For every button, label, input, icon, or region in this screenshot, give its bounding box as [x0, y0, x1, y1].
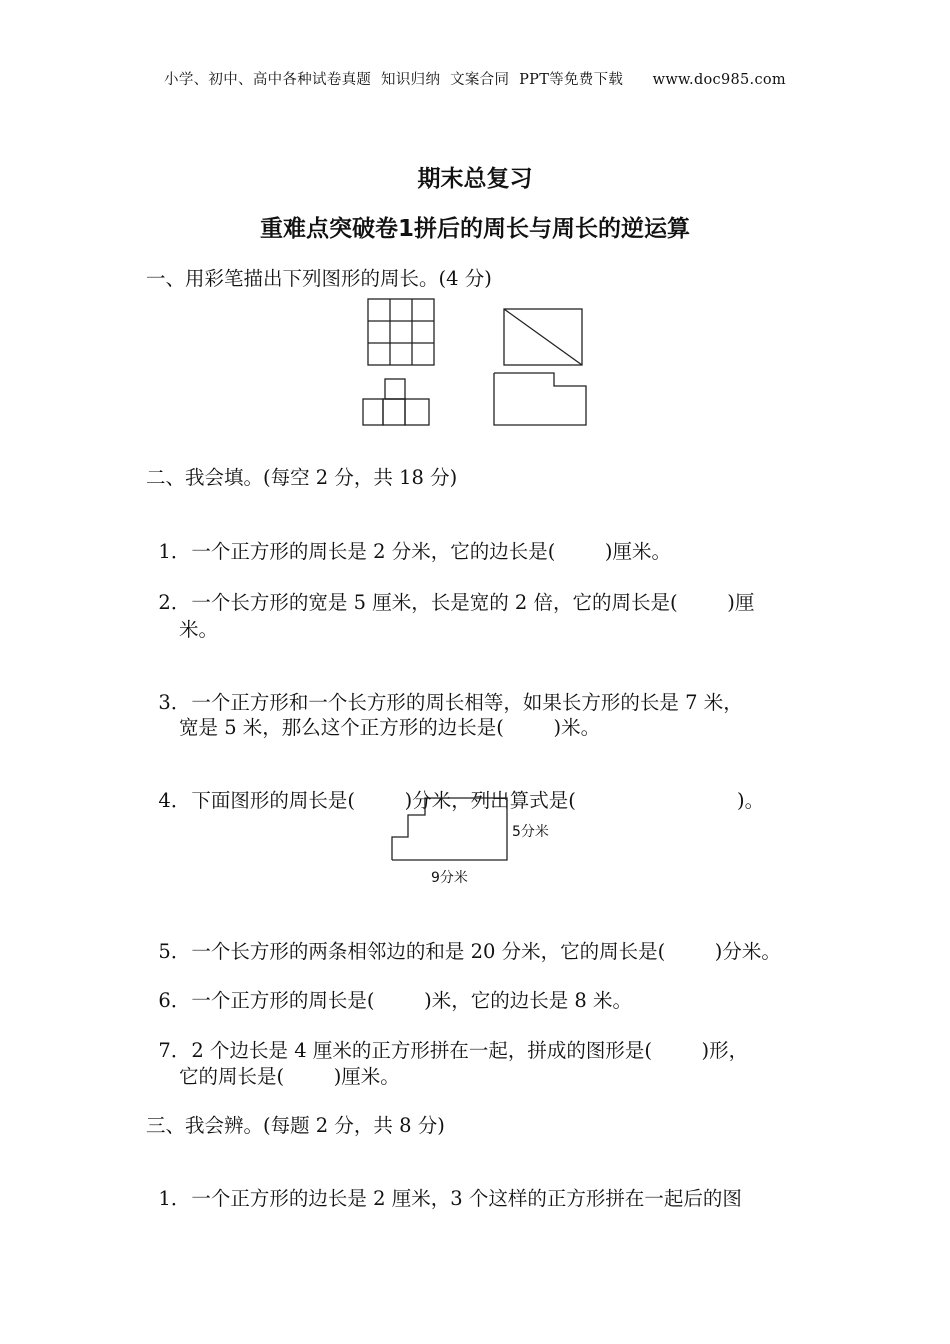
page-subtitle: 重难点突破卷1拼后的周长与周长的逆运算 — [259, 216, 690, 242]
question-number: 1． — [158, 540, 191, 563]
question-2-2-cont: 米。 — [179, 618, 219, 641]
question-2-7 — [146, 1012, 748, 1063]
question-text: 一个长方形的宽是 5 厘米，长是宽的 2 倍，它的周长是( )厘 — [191, 591, 755, 614]
question-number: 7． — [158, 1039, 191, 1062]
stepped-squares-figure — [363, 379, 429, 425]
height-label: 5分米 — [512, 824, 549, 840]
question-text: 2 个边长是 4 厘米的正方形拼在一起，拼成的图形是( )形， — [191, 1039, 749, 1062]
question-2-6 — [146, 962, 632, 1013]
question-text: 一个正方形的边长是 2 厘米，3 个这样的正方形拼在一起后的图 — [191, 1187, 742, 1210]
question-number: 5． — [158, 940, 191, 963]
section1-heading: 一、用彩笔描出下列图形的周长。(4 分) — [146, 267, 492, 290]
notched-rectangle-figure — [494, 373, 586, 425]
question-number: 1． — [158, 1187, 191, 1210]
question-2-1 — [146, 513, 671, 564]
question-number: 2． — [158, 591, 191, 614]
question-text: 一个正方形的周长是( )米，它的边长是 8 米。 — [191, 989, 633, 1012]
section2-heading: 二、我会填。(每空 2 分，共 18 分) — [146, 466, 458, 489]
question-number: 4． — [158, 789, 191, 812]
question-2-3 — [146, 664, 743, 715]
question-text: 一个长方形的两条相邻边的和是 20 分米，它的周长是( )分米。 — [191, 940, 781, 963]
section3-heading: 三、我会辨。(每题 2 分，共 8 分) — [146, 1114, 445, 1137]
grid-figure — [368, 299, 434, 365]
question-2-2 — [146, 564, 754, 615]
page-header: 小学、初中、高中各种试卷真题 知识归纳 文案合同 PPT等免费下载 www.doc985.com — [164, 72, 786, 88]
question-number: 6． — [158, 989, 191, 1012]
question-text: 一个正方形和一个长方形的周长相等，如果长方形的长是 7 米， — [191, 691, 743, 714]
section1-figures — [360, 296, 600, 430]
rectangle-diagonal-figure — [504, 309, 582, 365]
question-text: 一个正方形的周长是 2 分米，它的边长是( )厘米。 — [191, 540, 672, 563]
stair-shape-figure — [388, 794, 513, 864]
question-2-5 — [146, 913, 781, 964]
question-2-7-cont: 它的周长是( )厘米。 — [179, 1065, 400, 1088]
question-number: 3． — [158, 691, 191, 714]
question-3-1 — [146, 1160, 742, 1211]
page-title: 期末总复习 — [417, 166, 533, 192]
question-text: 下面图形的周长是( )分米，列出算式是( )。 — [191, 789, 765, 812]
question-2-3-cont: 宽是 5 米，那么这个正方形的边长是( )米。 — [179, 716, 601, 739]
width-label: 9分米 — [431, 870, 468, 886]
